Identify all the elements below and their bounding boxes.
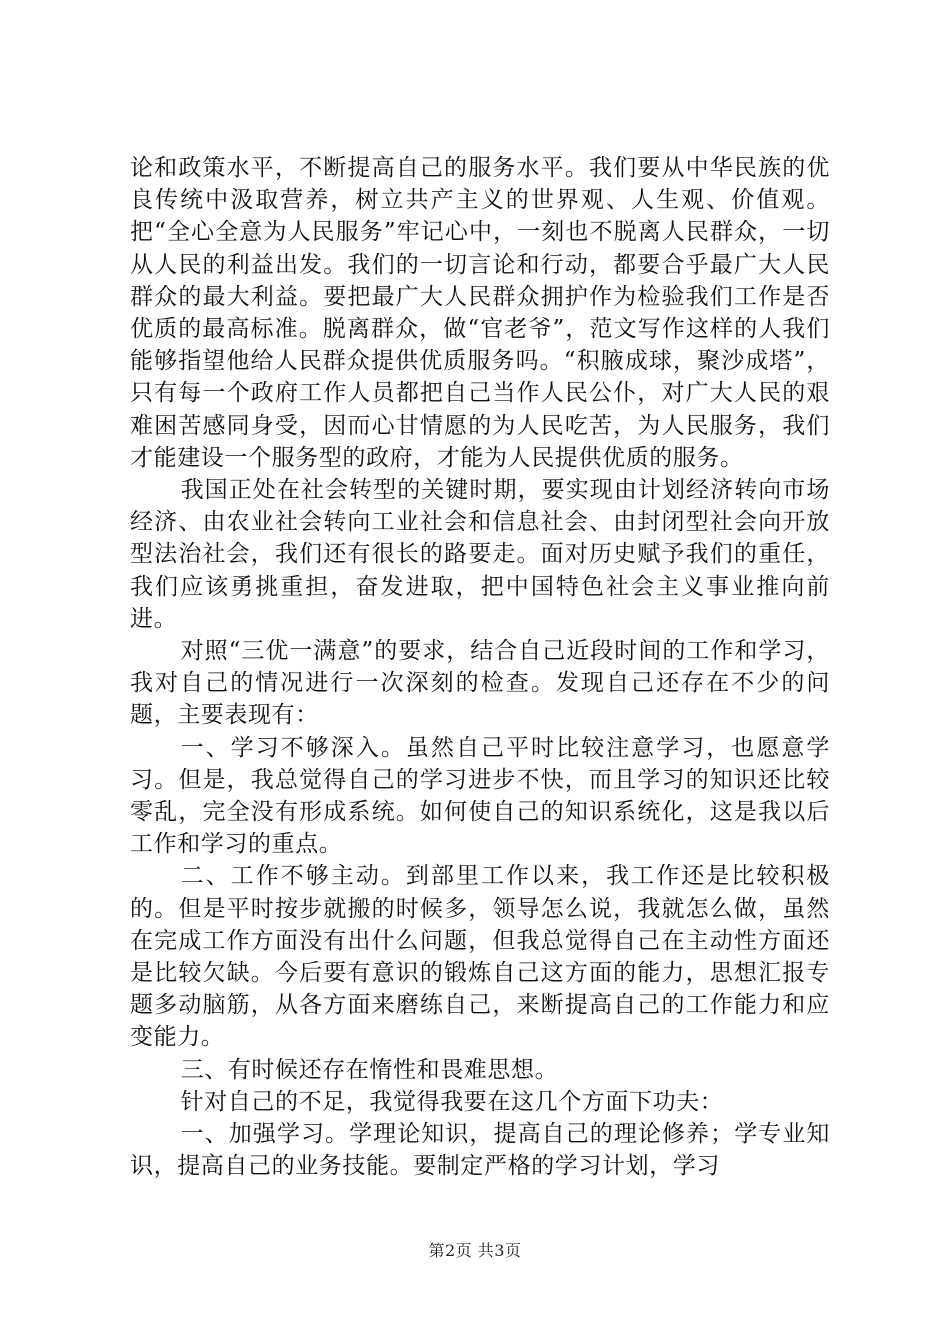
page-number-footer: 第2页 共3页 [428,1241,522,1260]
paragraph-4: 一、学习不够深入。虽然自己平时比较注意学习，也愿意学习。但是，我总觉得自己的学习进步不快，而且学习的知识还比较零乱，完全没有形成系统。如何使自己的知识系统化，这是我以后工作和学习的重点。 [130,734,830,858]
paragraph-5: 二、工作不够主动。到部里工作以来，我工作还是比较积极的。但是平时按步就搬的时候多，领导怎么说，我就怎么做，虽然在完成工作方面没有出什么问题，但我总觉得自己在主动性方面还是比较欠缺。今后要有意识的锻炼自己这方面的能力，思想汇报专题多动脑筋，从各方面来磨练自己，来断提高自己的工作能力和应变能力。 [130,863,830,1051]
paragraph-2: 我国正处在社会转型的关键时期，要实现由计划经济转向市场经济、由农业社会转向工业社会和信息社会、由封闭型社会向开放型法治社会，我们还有很长的路要走。面对历史赋予我们的重任，我们应该勇挑重担，奋发进取，把中国特色社会主义事业推向前进。 [130,477,830,632]
document-body [130,152,830,1183]
paragraph-1: 论和政策水平，不断提高自己的服务水平。我们要从中华民族的优良传统中汲取营养，树立共产主义的世界观、人生观、价值观。把“全心全意为人民服务”牢记心中，一刻也不脱离人民群众，一切从人民的利益出发。我们的一切言论和行动，都要合乎最广大人民群众的最大利益。要把最广大人民群众拥护作为检验我们工作是否优质的最高标准。脱离群众，做“官老爷”，范文写作这样的人我们能够指望他给人民群众提供优质服务吗。“积腋成球，聚沙成塔”，只有每一个政府工作人员都把自己当作人民公仆，对广大人民的艰难困苦感同身受，因而心甘情愿的为人民吃苦，为人民服务，我们才能建设一个服务型的政府，才能为人民提供优质的服务。 [130,155,830,471]
paragraph-3: 对照“三优一满意”的要求，结合自己近段时间的工作和学习，我对自己的情况进行一次深刻的检查。发现自己还存在不少的问题，主要表现有： [130,638,830,729]
paragraph-6: 三、有时候还存在惰性和畏难思想。 [180,1056,559,1083]
paragraph-7: 针对自己的不足，我觉得我要在这几个方面下功夫： [180,1088,724,1115]
paragraph-8: 一、加强学习。学理论知识，提高自己的理论修养；学专业知识，提高自己的业务技能。要制定严格的学习计划，学习 [130,1121,830,1180]
